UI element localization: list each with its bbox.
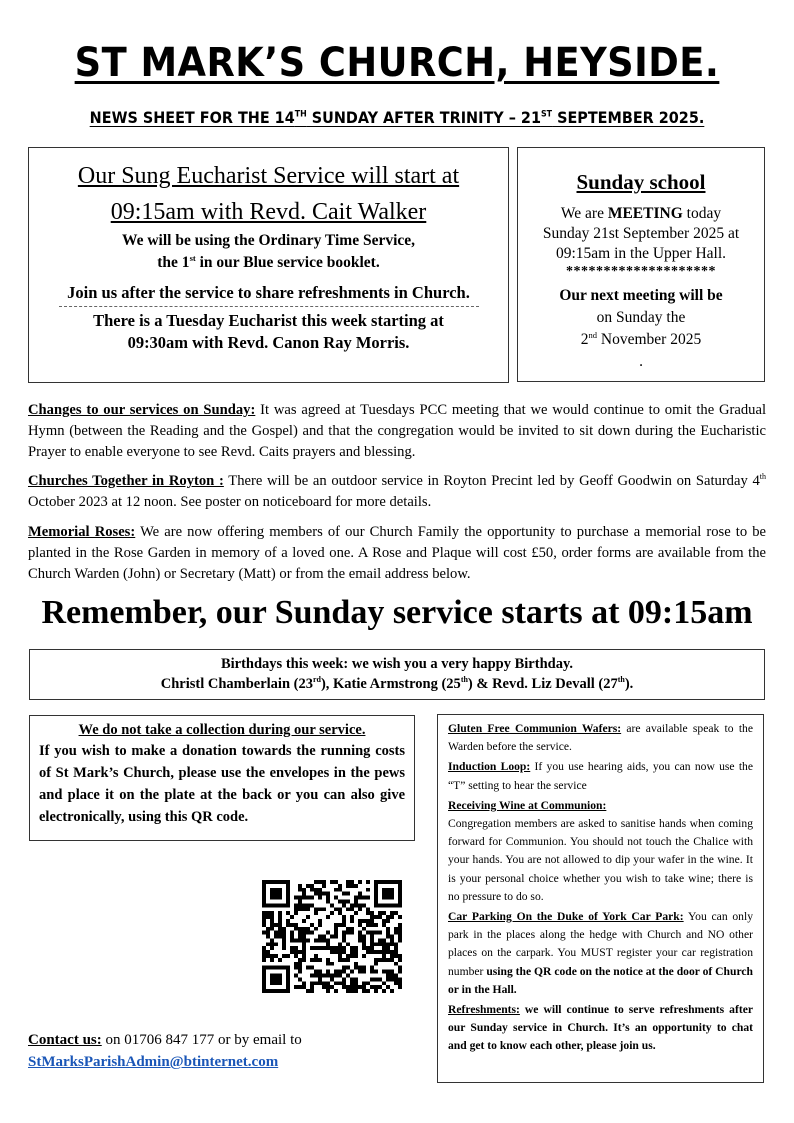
sunday-school-line2: Sunday 21st September 2025 at [542, 225, 740, 242]
collection-box [29, 715, 415, 841]
gluten-free-notice: Gluten Free Communion Wafers: are available speak to the Warden before the service. [448, 722, 753, 754]
wine-heading: Receiving Wine at Communion: [448, 798, 607, 812]
service-heading-line2: 09:15am with Revd. Cait Walker [110, 199, 427, 225]
donation-qr-code-icon[interactable] [262, 880, 402, 993]
birthdays-box [29, 649, 765, 700]
memorial-roses-paragraph: Memorial Roses: We are now offering members of our Church Family the opportunity to purchase a memorial rose to be planted in the Rose Garden in memory of a loved one. A Rose and Plaque will cost £50, order forms are available from the Church Warden (John) or Secretary (Matt) or from the email address below. [28, 524, 766, 582]
page-title: ST MARK’S CHURCH, HEYSIDE. [74, 40, 720, 86]
sunday-school-box [517, 147, 765, 382]
induction-loop-notice: Induction Loop: If you use hearing aids, you can now use the “T” setting to hear the service [448, 760, 753, 792]
news-sheet-subtitle: NEWS SHEET FOR THE 14TH SUNDAY AFTER TRINITY – 21ST SEPTEMBER 2025. [89, 108, 705, 127]
wine-notice: Congregation members are asked to sanitise hands when coming forward for Communion. You should not touch the Chalice with your hands. You are not allowed to dip your wafer in the wine. It is your personal choice whether you wish to take wine; there is no pressure to do so. [448, 817, 753, 903]
collection-text: If you wish to make a donation towards the running costs of St Mark’s Church, please use the envelopes in the pews and place it on the plate at the back or you can also give electronically, using this QR code. [39, 743, 405, 825]
collection-heading: We do not take a collection during our service. [78, 722, 366, 738]
remember-banner: Remember, our Sunday service starts at 09:15am [41, 594, 753, 631]
next-meeting-heading: Our next meeting will be [559, 287, 723, 304]
next-meeting-line1: on Sunday the [596, 309, 686, 326]
sunday-school-line3: 09:15am in the Upper Hall. [555, 245, 727, 262]
contact-block: Contact us: on 01706 847 177 or by email to StMarksParishAdmin@btinternet.com [28, 1032, 302, 1070]
churches-together-paragraph: Churches Together in Royton : There will be an outdoor service in Royton Precint led by Geoff Goodwin on Saturday 4th October 2023 at 12 noon. See poster on noticeboard for more details. [28, 472, 767, 510]
trailing-dot: . [639, 353, 643, 370]
contact-email-link[interactable]: StMarksParishAdmin@btinternet.com [28, 1054, 279, 1070]
birthdays-line1: Birthdays this week: we wish you a very happy Birthday. [220, 656, 574, 672]
car-parking-notice: Car Parking On the Duke of York Car Park: You can only park in the places along the hedge with Church and NO other places on the carpark. You MUST register your car registration number using the QR code on the notice at the door of Church or in the Hall. [448, 910, 753, 996]
changes-paragraph: Changes to our services on Sunday: It was agreed at Tuesdays PCC meeting that we would continue to omit the Gradual Hymn (between the Reading and the Gospel) and that the congregation would be invited to sit down during the Eucharistic Prayer to enable everyone to see Revd. Caits prayers and blessing. [28, 402, 767, 460]
service-line1: We will be using the Ordinary Time Service, [121, 232, 416, 249]
tuesday-line2: 09:30am with Revd. Canon Ray Morris. [127, 333, 410, 352]
tuesday-line1: There is a Tuesday Eucharist this week starting at [93, 311, 444, 330]
refreshments-notice: Refreshments: we will continue to serve refreshments after our Sunday service in Church. It’s an opportunity to chat and get to know each other, please join us. [448, 1003, 753, 1053]
service-heading-line1: Our Sung Eucharist Service will start at [77, 163, 460, 189]
service-join: Join us after the service to share refreshments in Church. [67, 283, 470, 302]
contact-label: Contact us: [28, 1032, 102, 1048]
sunday-school-line1: We are MEETING today [560, 205, 722, 222]
stars-divider: ******************** [566, 264, 716, 279]
sunday-school-heading: Sunday school [576, 170, 706, 194]
service-box [28, 147, 509, 383]
next-meeting-line2: 2nd November 2025 [580, 329, 702, 348]
service-line2: the 1st in our Blue service booklet. [157, 252, 380, 271]
birthdays-names: Christl Chamberlain (23rd), Katie Armstrong (25th) & Revd. Liz Devall (27th). [160, 675, 634, 692]
information-box [437, 714, 764, 1083]
